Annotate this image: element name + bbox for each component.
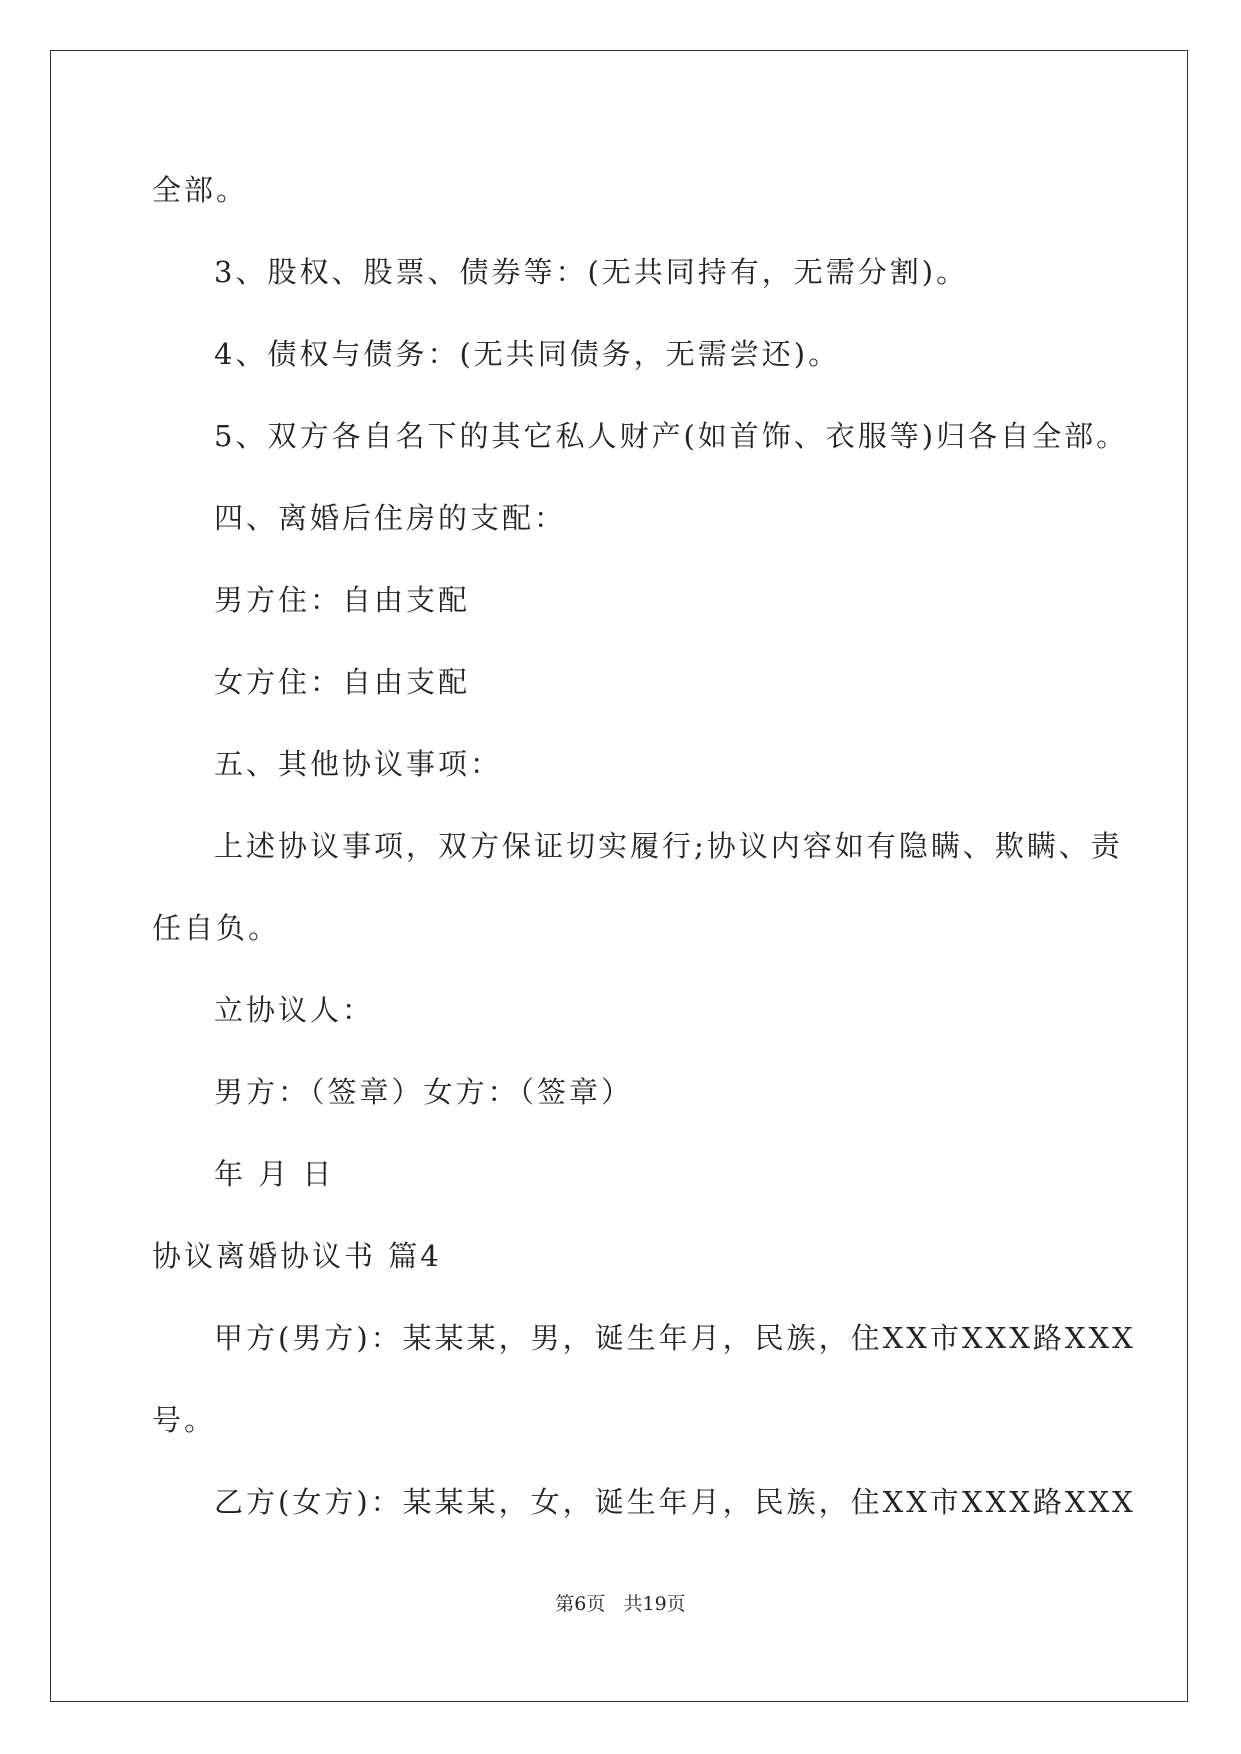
text-line-9: 上述协议事项，双方保证切实履行;协议内容如有隐瞒、欺瞒、责 [214, 829, 1123, 863]
section-heading-4: 四、离婚后住房的支配： [214, 501, 567, 535]
text-line-10: 任自负。 [152, 911, 281, 945]
text-line-7: 女方住：自由支配 [214, 665, 471, 699]
text-line-4: 5、双方各自名下的其它私人财产(如首饰、衣服等)归各自全部。 [214, 419, 1129, 453]
page-border [50, 50, 1188, 1702]
text-line-6: 男方住：自由支配 [214, 583, 471, 617]
section-heading-5: 五、其他协议事项： [214, 747, 503, 781]
article-title: 协议离婚协议书 篇4 [152, 1239, 442, 1273]
signature-line: 男方：（签章）女方：（签章） [214, 1075, 634, 1109]
text-line-16: 号。 [152, 1403, 217, 1437]
text-line-3: 4、债权与债务：(无共同债务，无需尝还)。 [214, 337, 841, 371]
text-line-17: 乙方(女方)：某某某，女，诞生年月，民族，住XX市XXX路XXX [214, 1485, 1136, 1519]
text-line-15: 甲方(男方)：某某某，男，诞生年月，民族，住XX市XXX路XXX [214, 1321, 1136, 1355]
text-line-2: 3、股权、股票、债券等：(无共同持有，无需分割)。 [214, 255, 969, 289]
text-line-1: 全部。 [152, 173, 249, 207]
page-number-footer: 第6页 共19页 [555, 1593, 686, 1615]
text-line-11: 立协议人： [214, 993, 375, 1027]
date-line: 年 月 日 [214, 1157, 335, 1191]
